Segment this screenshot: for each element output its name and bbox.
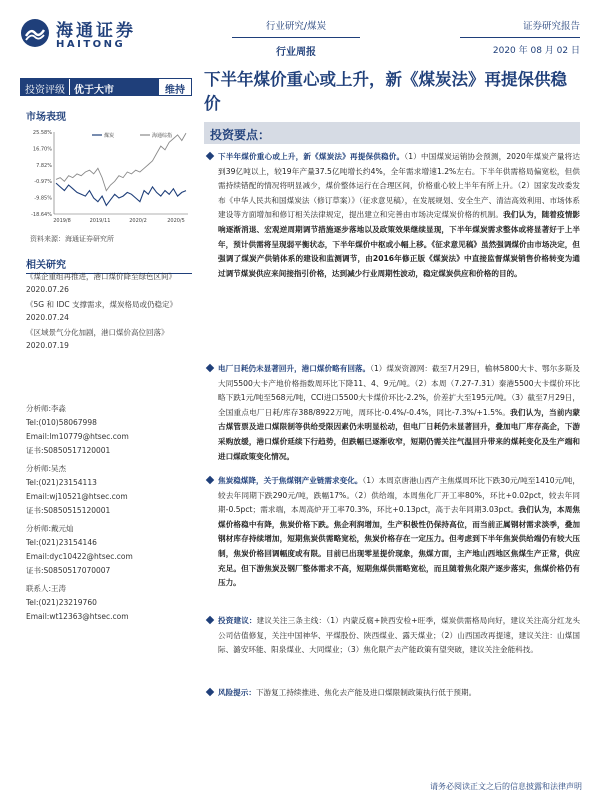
analyst-card bbox=[26, 402, 196, 458]
rating-value: 优于大市 bbox=[69, 79, 159, 95]
related-research-item[interactable] bbox=[26, 298, 196, 324]
chart-source-note: 资料来源：海通证券研究所 bbox=[30, 235, 114, 243]
y-tick-label: -18.64% bbox=[31, 212, 52, 218]
analyst-email[interactable]: Email:wt12363@htsec.com bbox=[26, 612, 129, 621]
related-research-title: 相关研究 bbox=[26, 256, 192, 274]
bullet-icon bbox=[206, 152, 214, 160]
related-research-date: 2020.07.24 bbox=[26, 313, 69, 322]
related-research-item[interactable] bbox=[26, 270, 196, 296]
point-heading: 下半年煤价重心或上升，新《煤炭法》再提保供稳价。 bbox=[218, 152, 405, 161]
analyst-name: 联系人:王涛 bbox=[26, 584, 67, 593]
haitong-logo bbox=[20, 16, 160, 60]
analyst-tel: Tel:(021)23154146 bbox=[26, 538, 97, 547]
report-type: 证券研究报告 bbox=[460, 18, 580, 38]
related-research-text: 《区域景气分化加剧，港口煤价高位回落》 bbox=[26, 328, 169, 337]
point-body: （1）本周京唐港山西产主焦煤周环比下跌30元/吨至1410元/吨，较去年同期下跌290元/吨，跌幅17%。（2）供给端，本周焦化厂开工率80%，环比+0.02pct，较去年同期-0.5pct；需求端，本周高炉开工率70.3%，环比+0.13pct，高于去年同期3.03pct。 bbox=[218, 476, 581, 515]
investment-point bbox=[204, 150, 580, 281]
market-performance-title: 市场表现 bbox=[26, 112, 66, 123]
haitong-logo-icon bbox=[20, 18, 50, 48]
analyst-cert: 证书:S0850517070007 bbox=[26, 566, 111, 575]
investment-point bbox=[204, 686, 580, 701]
bullet-icon bbox=[206, 688, 214, 696]
x-tick-label: 2019/11 bbox=[89, 218, 111, 224]
y-tick-label: 7.82% bbox=[36, 162, 52, 169]
legend-label: 煤炭 bbox=[104, 133, 115, 139]
point-body: 建议关注三条主线：（1）内蒙反腐+陕西安检+旺季，煤炭供需格局向好，建议关注高分红龙头公司估值修复，关注中国神华、平煤股份、陕西煤业、露天煤业；（2）山西国改再提速，建议关注：山煤国际、潞安环能、阳泉煤业、大同煤业；（3）焦化限产去产能政策有望突破，建议关注金能科技。 bbox=[218, 616, 580, 655]
y-tick-label: -0.97% bbox=[34, 179, 52, 186]
analyst-tel: Tel:(010)58067998 bbox=[26, 418, 97, 427]
point-emphasis: 我们认为，随着疫情影响逐渐消退、宏观逆周期调节措施逐步落地以及政策效果继续显现，下半年煤炭需求整体或将显著好于上半年，预计供需将呈现弱平衡状态，下半年煤价中枢或小幅上移。《征求意见稿》虽然强调煤价由市场决定，但强调了煤炭产供销体系的建设和监测调节，由2016年修正版《煤炭法》中直接监督煤炭销售价格转变为通过调节煤炭供应来间接指引价格，达到减少行业周期性波动，稳定煤炭供应和价格的目的。 bbox=[218, 210, 580, 278]
report-title: 下半年煤价重心或上升，新《煤炭法》再提保供稳价 bbox=[204, 70, 567, 113]
analyst-list bbox=[26, 402, 196, 628]
analyst-name: 分析师:戴元灿 bbox=[26, 524, 74, 533]
investment-point bbox=[204, 614, 580, 658]
analyst-email[interactable]: Email:dyc10422@htsec.com bbox=[26, 552, 133, 561]
y-tick-label: -9.85% bbox=[34, 195, 52, 202]
analyst-card bbox=[26, 462, 196, 518]
market-performance-chart bbox=[22, 126, 192, 226]
analyst-name: 分析师:吴杰 bbox=[26, 464, 67, 473]
x-tick-label: 2019/8 bbox=[53, 218, 71, 224]
point-heading: 风险提示： bbox=[218, 688, 256, 697]
point-heading: 投资建议： bbox=[218, 616, 257, 625]
report-category-block bbox=[232, 18, 360, 58]
point-heading: 电厂日耗仍未显著回升，港口煤价略有回落。 bbox=[218, 364, 371, 373]
rating-change: 维持 bbox=[159, 79, 191, 95]
logo-chinese-name: 海通证券 bbox=[56, 21, 136, 41]
analyst-cert: 证书:S0850517120001 bbox=[26, 446, 111, 455]
report-subcategory: 行业周报 bbox=[276, 47, 316, 58]
point-emphasis: 我们认为，当前内蒙古煤管票及进口煤限制等供给受限因素仍未明显松动，但电厂日耗仍未显著回升，叠加电厂库存高企，下游采购放缓，港口煤价延续下行趋势，但跌幅已逐渐收窄，短期仍需关注气温回升带来的煤耗变化及生产端和进口煤政策变化情况。 bbox=[218, 407, 580, 461]
related-research-date: 2020.07.26 bbox=[26, 285, 69, 294]
analyst-card bbox=[26, 522, 196, 578]
related-research-list bbox=[26, 270, 196, 354]
investment-point bbox=[204, 362, 580, 464]
investment-rating bbox=[20, 78, 192, 96]
bullet-icon bbox=[206, 616, 214, 624]
point-heading: 焦炭稳煤降，关于焦煤钢产业链需求变化。 bbox=[218, 476, 363, 485]
report-date: 2020 年 08 月 02 日 bbox=[492, 46, 580, 56]
point-body: （1）中国煤炭运销协会预测，2020年煤炭产量将达到39亿吨以上，较19年产量37.5亿吨增长约4%，全年需求增速1.2%左右。下半年供需格局偏宽松，但供需持续错配的情况将明显减少，煤价整体运行在合理区间，价格重心较上半年有所上升。（2）国家发改委发布《中华人民共和国煤炭法（修订草案）》（征求意见稿），在发展规划、安全生产、清洁高效利用、市场体系建设等方面增加和修订相关法律规定，提出建立和完善由市场决定煤炭价格的机制。 bbox=[218, 152, 581, 220]
legend-label: 海通综指 bbox=[152, 133, 173, 139]
x-tick-label: 2020/5 bbox=[167, 218, 185, 224]
series-line-index bbox=[56, 133, 186, 191]
analyst-tel: Tel:(021)23154113 bbox=[26, 478, 97, 487]
related-research-item[interactable] bbox=[26, 326, 196, 352]
contact-card bbox=[26, 582, 196, 624]
analyst-cert: 证书:S0850515120001 bbox=[26, 506, 111, 515]
point-body: 下游复工持续推进、焦化去产能及进口煤限制政策执行低于预期。 bbox=[255, 688, 477, 697]
investment-point bbox=[204, 474, 580, 591]
disclaimer-footer: 请务必阅读正文之后的信息披露和法律声明 bbox=[430, 782, 582, 791]
x-tick-label: 2020/2 bbox=[129, 218, 147, 224]
analyst-email[interactable]: Email:wj10521@htsec.com bbox=[26, 492, 128, 501]
related-research-text: 《煤企重组再推进，港口煤价降至绿色区间》 bbox=[26, 272, 176, 281]
investment-points-header: 投资要点： bbox=[204, 122, 580, 144]
series-line-coal bbox=[56, 183, 186, 205]
bullet-icon bbox=[206, 364, 214, 372]
analyst-tel: Tel:(021)23219760 bbox=[26, 598, 97, 607]
y-tick-label: 25.58% bbox=[32, 130, 52, 136]
y-tick-label: 16.70% bbox=[32, 146, 52, 153]
point-body: （1）煤炭资源网：截至7月29日，榆林5800大卡、鄂尔多斯及大同5500大卡产地价格指数周环比下降11、4、9元/吨。（2）本周（7.27-7.31）秦港5500大卡煤价环比略下跌1元/吨至568元/吨，CCI进口5500大卡煤价环比-2.2%，价差扩大至195元/吨。（3）截至7月29日，全国重点电厂日耗/库存388/8922万吨，周环比-0.4%/-0.4%，同比-7.3%/+1.5%。 bbox=[218, 364, 580, 417]
point-emphasis: 我们认为，本周焦煤价格稳中有降，焦炭价格下跌。焦企利润增加，生产积极性仍保持高位，而当前正属钢材需求淡季，叠加钢材库存持续增加，短期焦炭供需略宽松，焦炭价格存在一定压力。但考虑到下半年焦炭供给端仍有较大压制，焦炭价格回调幅度或有限。目前已出现零星提价现象，焦煤方面，主产地山西地区焦煤生产正常，供应充足。但下游焦炭及钢厂整体需求不高，短期焦煤供需略宽松，而且随着焦化限产逐步落实，焦煤价格仍有压力。 bbox=[218, 505, 581, 588]
related-research-text: 《5G 和 IDC 支撑需求，煤炭格局或仍稳定》 bbox=[26, 300, 177, 309]
report-meta-block bbox=[460, 18, 580, 56]
report-category: 行业研究/煤炭 bbox=[232, 18, 360, 38]
rating-label: 投资评级 bbox=[21, 79, 69, 95]
report-header bbox=[0, 0, 600, 70]
related-research-date: 2020.07.19 bbox=[26, 341, 69, 350]
bullet-icon bbox=[206, 476, 214, 484]
analyst-name: 分析师:李淼 bbox=[26, 404, 67, 413]
analyst-email[interactable]: Email:lm10779@htsec.com bbox=[26, 432, 129, 441]
logo-english-name: HAITONG bbox=[56, 39, 126, 50]
